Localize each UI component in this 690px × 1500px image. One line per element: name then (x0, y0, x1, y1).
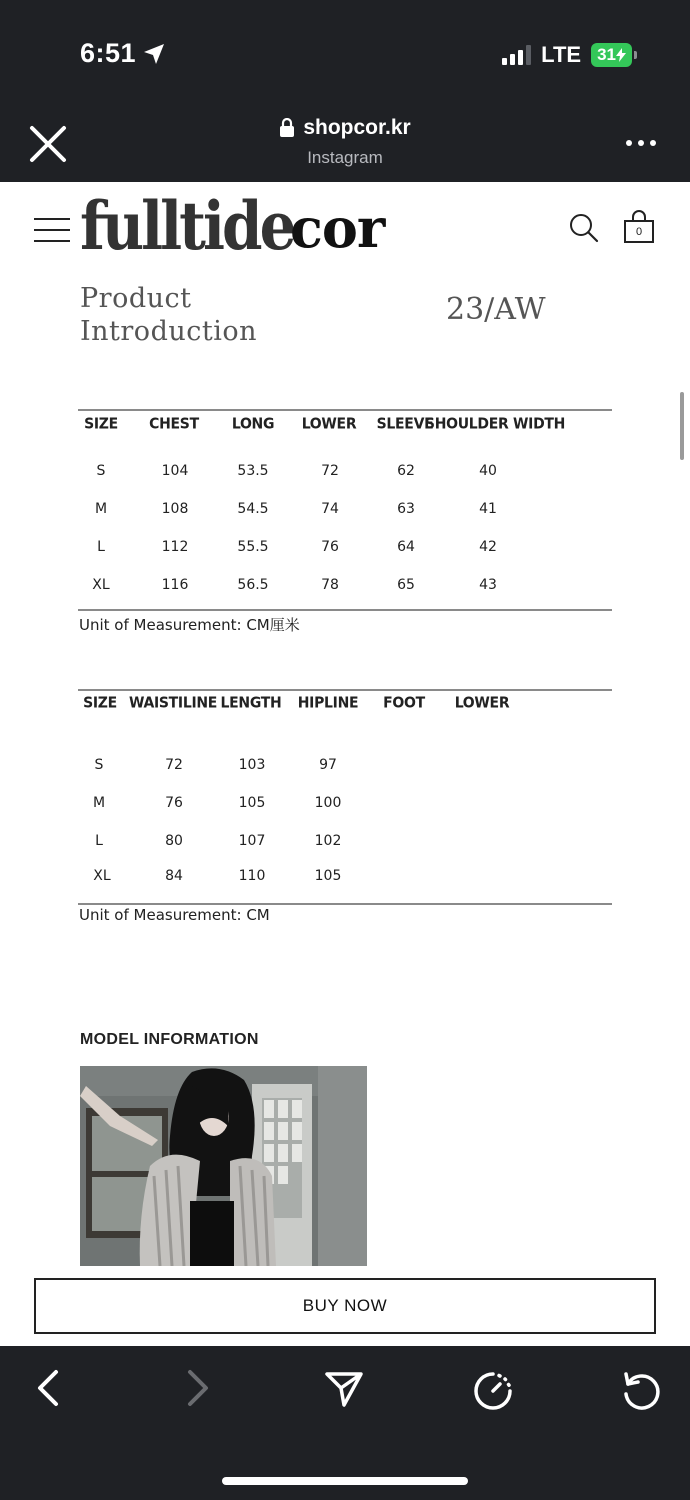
intro-line-2: Introduction (80, 316, 257, 347)
season-label: 23/AW (446, 292, 546, 327)
menu-icon[interactable] (34, 218, 70, 251)
size-cell: L (95, 833, 103, 849)
buy-now-button[interactable]: BUY NOW (34, 1278, 656, 1334)
length-cell: 103 (238, 757, 266, 773)
header-cell: SIZE (84, 415, 118, 433)
shoulder-cell: 42 (479, 539, 497, 555)
size-cell: L (97, 539, 105, 555)
fulltide-logo[interactable]: fulltide (80, 186, 294, 266)
shoulder-cell: 41 (479, 501, 497, 517)
location-arrow-icon (142, 42, 166, 66)
time-text: 6:51 (80, 38, 137, 68)
table-row (78, 757, 612, 795)
sleeve-cell: 64 (397, 539, 415, 555)
lock-icon (279, 118, 295, 138)
url-domain: shopcor.kr (303, 116, 411, 139)
chest-cell: 112 (161, 539, 189, 555)
cart-count: 0 (635, 226, 643, 238)
header-cell: HIPLINE (297, 694, 359, 712)
intro-line-1: Product (80, 283, 192, 314)
size-cell: S (94, 757, 104, 773)
share-icon[interactable] (324, 1370, 364, 1408)
search-icon[interactable] (568, 212, 600, 244)
hip-cell: 102 (314, 833, 342, 849)
size-cell: M (94, 501, 108, 517)
forward-icon[interactable] (184, 1368, 212, 1408)
chest-cell: 108 (161, 501, 189, 517)
charging-bolt-icon (616, 48, 626, 62)
table-row (78, 501, 612, 539)
chest-cell: 104 (161, 463, 189, 479)
url-source: Instagram (307, 148, 383, 167)
url-display[interactable] (0, 116, 690, 168)
battery-level: 31 (597, 45, 616, 64)
carrier-label: LTE (541, 42, 582, 67)
size-cell: M (92, 795, 106, 811)
long-cell: 56.5 (237, 577, 269, 593)
page-scrollbar[interactable] (680, 392, 684, 460)
refresh-icon[interactable] (620, 1370, 662, 1412)
home-indicator[interactable] (222, 1477, 468, 1485)
header-cell: LOWER (301, 415, 357, 433)
length-cell: 107 (238, 833, 266, 849)
lower-cell: 74 (321, 501, 339, 517)
header-cell: SIZE (83, 694, 117, 712)
header-cell: CHEST (149, 415, 199, 433)
table-row (78, 868, 612, 903)
unit-note-bottom: Unit of Measurement: CM (79, 906, 270, 924)
table-header-row (78, 691, 612, 721)
waist-cell: 80 (165, 833, 183, 849)
battery-icon (591, 43, 632, 67)
size-cell: XL (93, 868, 111, 884)
sleeve-cell: 63 (397, 501, 415, 517)
long-cell: 55.5 (237, 539, 269, 555)
table-row (78, 463, 612, 501)
length-cell: 105 (238, 795, 266, 811)
waist-cell: 76 (165, 795, 183, 811)
unit-note-top: Unit of Measurement: CM厘米 (79, 616, 300, 634)
site-header (0, 182, 690, 282)
header-cell: FOOT (383, 694, 425, 712)
back-icon[interactable] (34, 1368, 62, 1408)
model-photo (80, 1066, 367, 1266)
table-header-row (78, 411, 612, 441)
size-cell: XL (92, 577, 110, 593)
cor-logo[interactable]: cor (290, 196, 385, 260)
browser-top-bar (0, 0, 690, 182)
model-photo-illustration (80, 1066, 367, 1266)
status-indicators (502, 42, 632, 68)
header-cell: LENGTH (220, 694, 282, 712)
size-cell: S (96, 463, 106, 479)
hip-cell: 97 (319, 757, 337, 773)
waist-cell: 84 (165, 868, 183, 884)
lower-cell: 72 (321, 463, 339, 479)
header-cell: LOWER (454, 694, 510, 712)
hip-cell: 100 (314, 795, 342, 811)
header-cell: WAISTILINE (128, 694, 218, 712)
table-row (78, 577, 612, 609)
sleeve-cell: 62 (397, 463, 415, 479)
sleeve-cell: 65 (397, 577, 415, 593)
table-row (78, 539, 612, 577)
table-row (78, 795, 612, 833)
long-cell: 53.5 (237, 463, 269, 479)
lower-cell: 76 (321, 539, 339, 555)
shoulder-cell: 40 (479, 463, 497, 479)
model-info-title: MODEL INFORMATION (80, 1031, 259, 1048)
long-cell: 54.5 (237, 501, 269, 517)
more-options-icon[interactable] (626, 140, 656, 146)
header-cell: LONG (231, 415, 275, 433)
lower-cell: 78 (321, 577, 339, 593)
waist-cell: 72 (165, 757, 183, 773)
hip-cell: 105 (314, 868, 342, 884)
timer-icon[interactable] (472, 1370, 514, 1412)
status-time (80, 38, 166, 69)
signal-icon (502, 45, 531, 65)
table-row (78, 833, 612, 868)
bottom-size-table (78, 689, 612, 905)
chest-cell: 116 (161, 577, 189, 593)
product-intro-title (80, 282, 257, 348)
length-cell: 110 (238, 868, 266, 884)
header-cell: SLEEVE (376, 415, 434, 433)
header-cell: SHOULDER WIDTH (424, 415, 566, 433)
shoulder-cell: 43 (479, 577, 497, 593)
top-size-table (78, 409, 612, 611)
